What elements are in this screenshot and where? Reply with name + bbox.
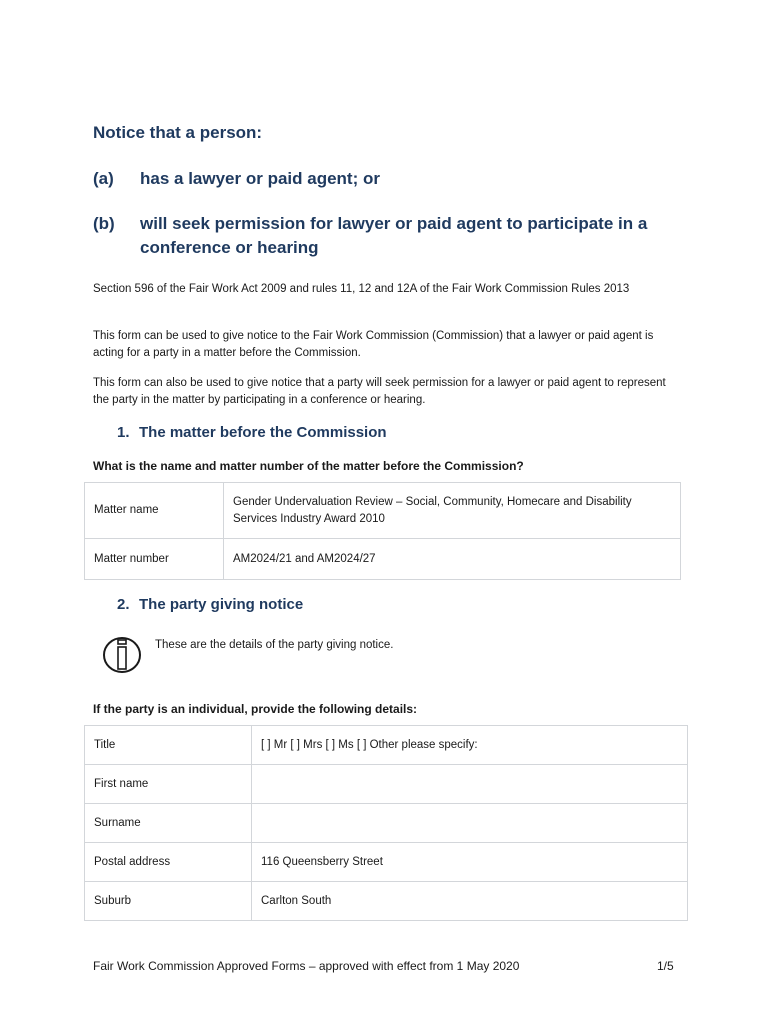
page-number: 1/5 — [657, 959, 674, 973]
table-row — [85, 539, 681, 580]
intro-paragraph-1: This form can be used to give notice to the Fair Work Commission (Commission) that a lawyer or paid agent is acting for a party in a matter before the Commission. — [93, 330, 654, 359]
table-row — [85, 483, 681, 539]
section-title: The matter before the Commission — [139, 424, 387, 441]
party-details-table — [84, 725, 688, 921]
postal-address-label: Postal address — [85, 843, 252, 882]
matter-number-label: Matter number — [85, 539, 224, 580]
intro-paragraph-2: This form can also be used to give notice that a party will seek permission for a lawyer or paid agent to represent the party in the matter by participating in a conference or hearing. — [93, 377, 666, 406]
table-row — [85, 804, 688, 843]
matter-name-label: Matter name — [85, 483, 224, 539]
heading-item-text: will seek permission for lawyer or paid agent to participate in a conference or hearing — [140, 214, 648, 257]
info-icon — [102, 635, 142, 675]
individual-question: If the party is an individual, provide the following details: — [93, 702, 418, 716]
table-row — [85, 726, 688, 765]
matter-question: What is the name and matter number of the matter before the Commission? — [93, 459, 524, 473]
footer-text: Fair Work Commission Approved Forms – approved with effect from 1 May 2020 — [93, 959, 520, 973]
section-2-heading — [117, 595, 303, 615]
matter-number-field[interactable]: AM2024/21 and AM2024/27 — [224, 539, 681, 580]
table-row — [85, 882, 688, 921]
title-label: Title — [85, 726, 252, 765]
table-row — [85, 765, 688, 804]
surname-field[interactable] — [252, 804, 688, 843]
postal-address-field[interactable]: 116 Queensberry Street — [252, 843, 688, 882]
section-1-heading — [117, 423, 387, 443]
suburb-label: Suburb — [85, 882, 252, 921]
heading-item-text: has a lawyer or paid agent; or — [140, 169, 380, 188]
surname-label: Surname — [85, 804, 252, 843]
title-field[interactable]: [ ] Mr [ ] Mrs [ ] Ms [ ] Other please specify: — [252, 726, 688, 765]
heading-item-label: (b) — [93, 214, 115, 233]
section-title: The party giving notice — [139, 596, 304, 613]
section-number: 2. — [117, 596, 130, 613]
first-name-field[interactable] — [252, 765, 688, 804]
page-title: Notice that a person: — [93, 123, 263, 142]
section-number: 1. — [117, 424, 130, 441]
matter-name-field[interactable]: Gender Undervaluation Review – Social, Community, Homecare and Disability Services Industry Award 2010 — [224, 483, 681, 539]
matter-table — [84, 482, 681, 580]
heading-item-label: (a) — [93, 169, 114, 188]
table-row — [85, 843, 688, 882]
legislation-reference: Section 596 of the Fair Work Act 2009 and rules 11, 12 and 12A of the Fair Work Commission Rules 2013 — [93, 283, 630, 295]
suburb-field[interactable]: Carlton South — [252, 882, 688, 921]
info-text: These are the details of the party giving notice. — [155, 639, 394, 651]
first-name-label: First name — [85, 765, 252, 804]
